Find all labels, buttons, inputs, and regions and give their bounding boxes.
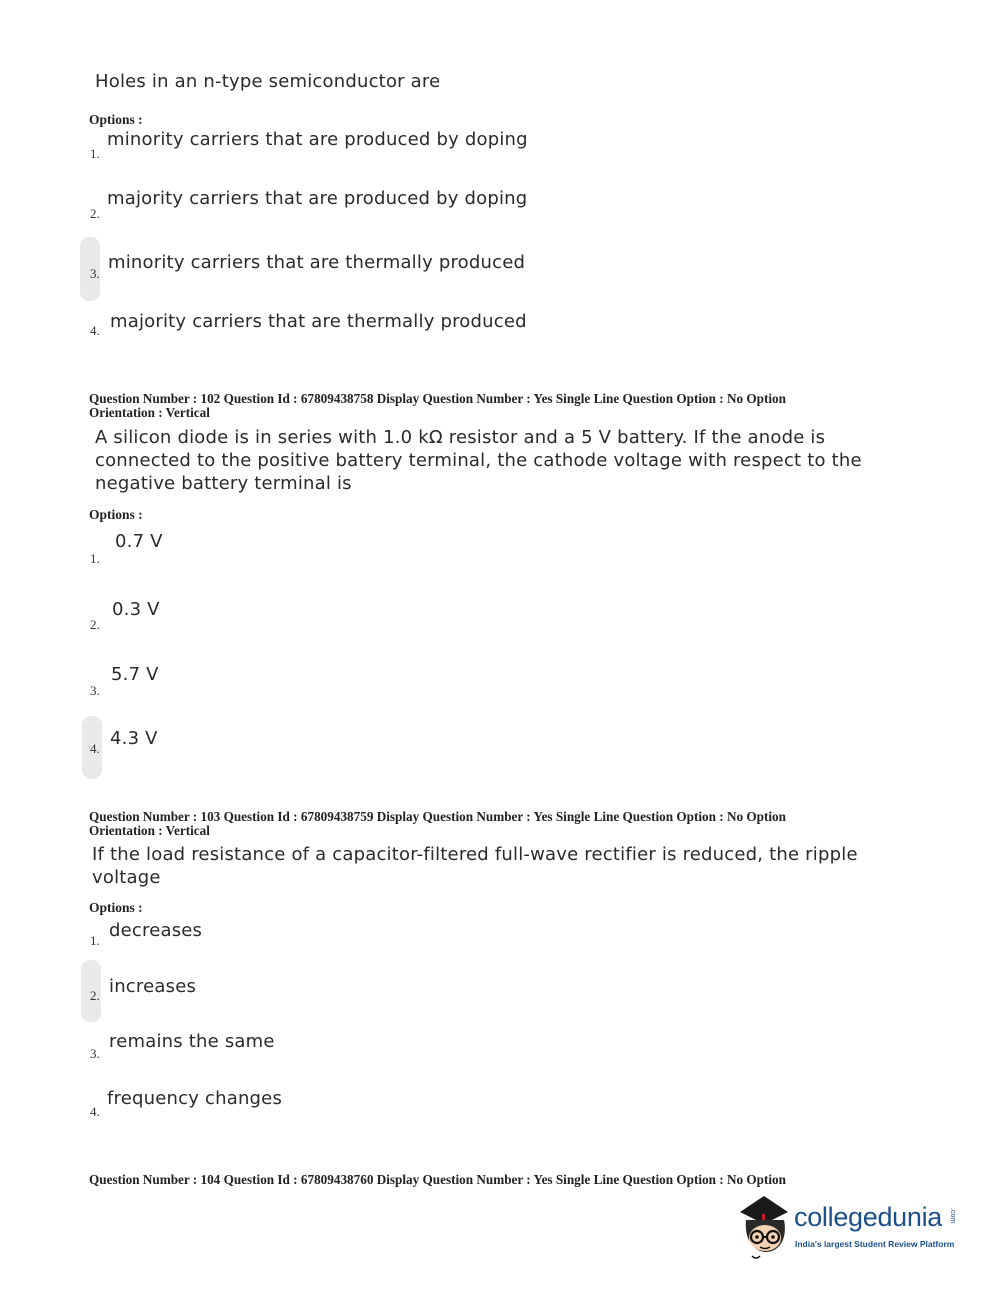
q101-options-label: Options : [89,112,143,127]
q101-option-4-text: majority carriers that are thermally produced [110,311,527,332]
q102-option-4-text: 4.3 V [110,728,158,749]
q101-option-1-text: minority carriers that are produced by doping [107,129,528,150]
q101-option-3-text: minority carriers that are thermally produced [108,252,526,273]
q103-option-3-number: 3. [90,1046,100,1061]
q103-option-4-number: 4. [90,1104,100,1119]
q103-option-3-text: remains the same [109,1031,275,1052]
q102-meta-line-1: Question Number : 102 Question Id : 67809438758 Display Question Number : Yes Single Line Question Option : No Option [89,391,786,406]
logo-suffix: .com [949,1208,956,1224]
q103-meta-line-1: Question Number : 103 Question Id : 67809438759 Display Question Number : Yes Single Line Question Option : No Option [89,809,786,824]
q102-option-2-number: 2. [90,617,100,632]
q104-meta-line-1: Question Number : 104 Question Id : 67809438760 Display Question Number : Yes Single Line Question Option : No Option [89,1172,786,1187]
q102-option-4-number: 4. [90,741,100,756]
q101-option-2-text: majority carriers that are produced by doping [107,188,528,209]
q103-option-2-text: increases [109,976,197,997]
q102-options-label: Options : [89,507,143,522]
q102-option-1-text: 0.7 V [115,531,163,552]
collegedunia-logo [734,1190,964,1260]
q102-meta-line-2: Orientation : Vertical [89,405,210,420]
q101-option-3-number: 3. [90,266,100,281]
q103-options-label: Options : [89,900,143,915]
q102-text-line-2: connected to the positive battery terminal, the cathode voltage with respect to the [95,450,862,471]
q102-option-3-text: 5.7 V [111,664,159,685]
q101-option-1-number: 1. [90,146,100,161]
q103-option-1-text: decreases [109,920,203,941]
student-mascot-icon [734,1190,796,1260]
q103-text-line-2: voltage [92,867,161,888]
q102-option-1-number: 1. [90,551,100,566]
q103-meta-line-2: Orientation : Vertical [89,823,210,838]
q101-option-4-number: 4. [90,323,100,338]
q103-text-line-1: If the load resistance of a capacitor-filtered full-wave rectifier is reduced, the ripple [92,844,858,865]
q102-text-line-3: negative battery terminal is [95,473,352,494]
logo-wordmark: collegedunia [794,1202,943,1232]
q102-option-3-number: 3. [90,683,100,698]
q103-option-2-number: 2. [90,988,100,1003]
q101-option-2-number: 2. [90,206,100,221]
q102-text-line-1: A silicon diode is in series with 1.0 kΩ resistor and a 5 V battery. If the anode is [95,427,826,448]
q103-option-1-number: 1. [90,933,100,948]
q102-option-2-text: 0.3 V [112,599,160,620]
question-101-text: Holes in an n-type semiconductor are [95,71,441,92]
logo-tagline: India's largest Student Review Platform [795,1239,955,1249]
q103-option-4-text: frequency changes [107,1088,283,1109]
